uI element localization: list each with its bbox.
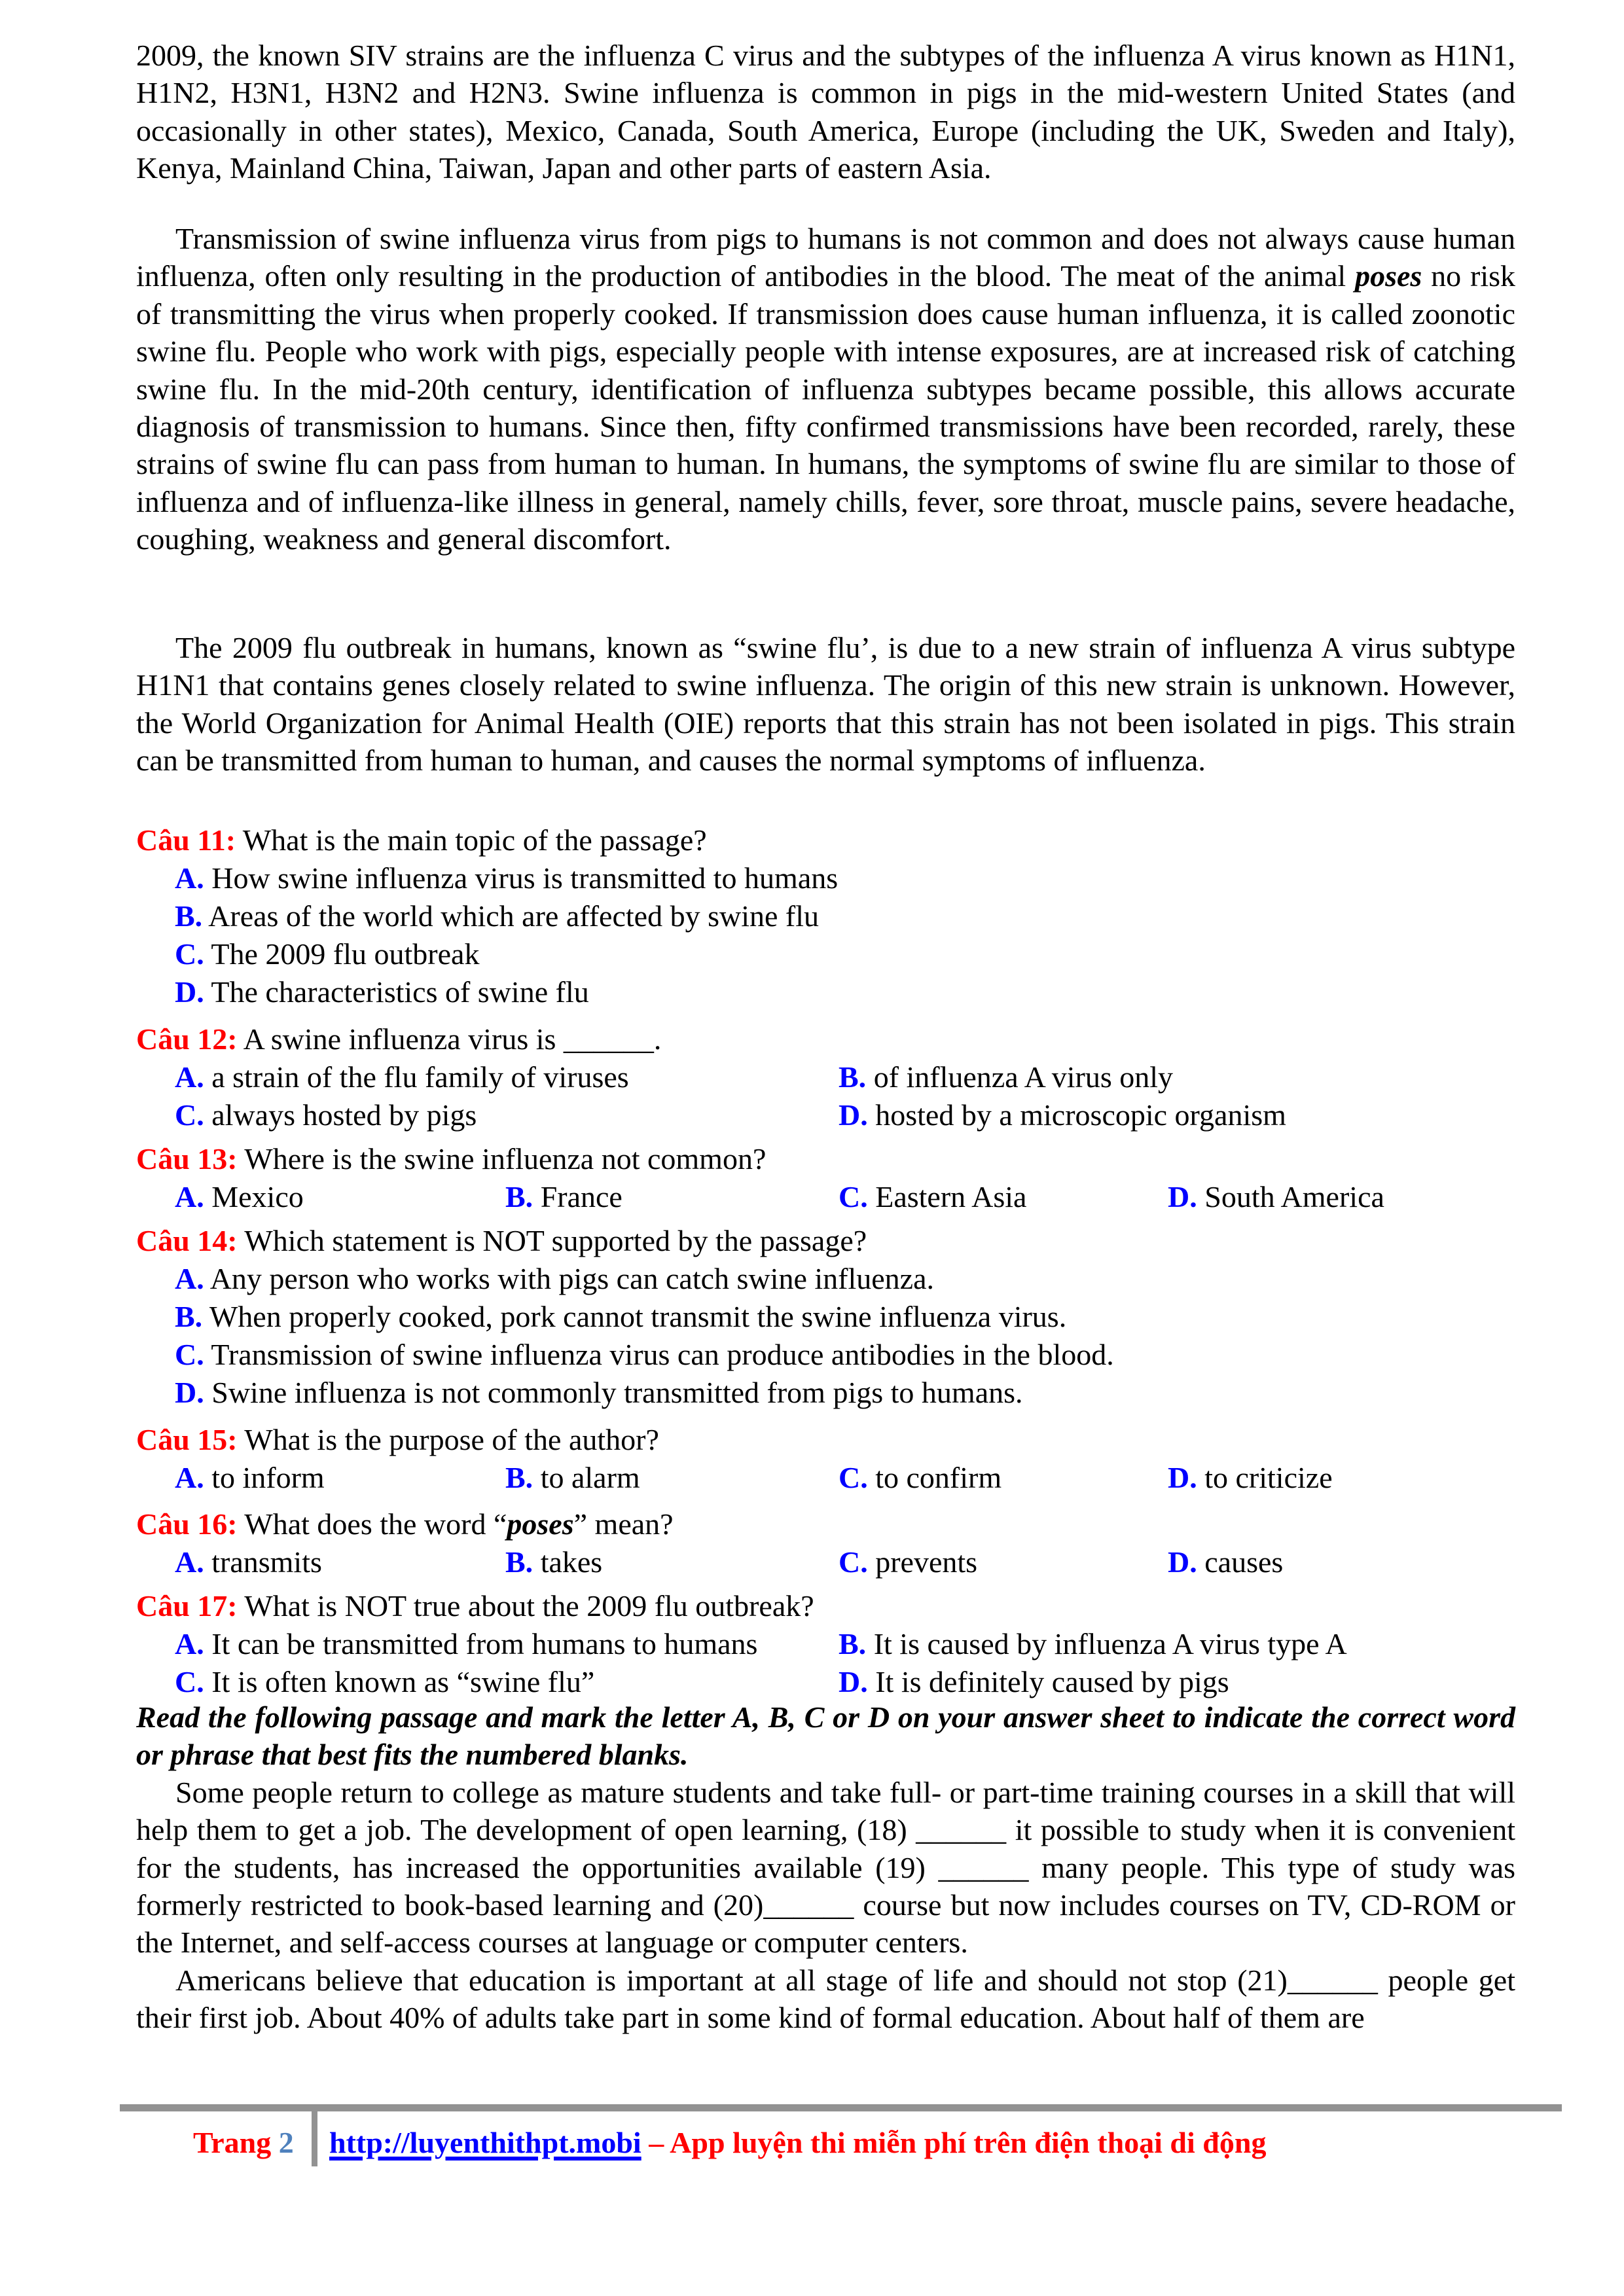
option-letter: C.	[175, 1098, 204, 1132]
website-link[interactable]: http://luyenthithpt.mobi	[329, 2126, 641, 2159]
option-letter: C.	[175, 1338, 204, 1371]
option-a[interactable]	[136, 1260, 1515, 1298]
option-c[interactable]	[175, 1663, 594, 1701]
question-label: Câu 13:	[136, 1142, 238, 1175]
page-number-value: 2	[278, 2126, 294, 2159]
option-b[interactable]	[136, 897, 1515, 935]
option-letter: B.	[175, 1300, 203, 1333]
question-text-after: ” mean?	[573, 1507, 674, 1541]
option-letter: B.	[839, 1627, 867, 1660]
page-label: Trang	[193, 2126, 272, 2159]
question-text: What is the main topic of the passage?	[242, 823, 707, 857]
option-letter: A.	[175, 1262, 204, 1295]
question-label: Câu 16:	[136, 1507, 238, 1541]
paragraph-text	[136, 220, 1515, 558]
option-d[interactable]	[136, 973, 1515, 1011]
question-13	[136, 1140, 1515, 1216]
question-11	[136, 821, 1515, 1011]
option-letter: A.	[175, 1461, 204, 1494]
option-c[interactable]	[175, 1096, 477, 1134]
option-letter: B.	[839, 1060, 867, 1094]
option-text: to alarm	[540, 1461, 640, 1494]
option-a[interactable]	[175, 1178, 304, 1216]
paragraph-text: 2009, the known SIV strains are the influenza C virus and the subtypes of the influenza A virus known as H1N1, H1N2, H3N1, H3N2 and H2N3. Swine influenza is common in pigs in the mid-western United States (and occasionally in other states), Mexico, Canada, South America, Europe (including the UK, Sweden and Italy), Kenya, Mainland China, Taiwan, Japan and other parts of eastern Asia.	[136, 39, 1515, 185]
option-letter: B.	[505, 1545, 533, 1579]
option-c[interactable]	[839, 1178, 1026, 1216]
option-letter: C.	[839, 1545, 868, 1579]
option-text: South America	[1204, 1180, 1384, 1213]
option-text: It is definitely caused by pigs	[875, 1665, 1229, 1698]
option-row	[136, 1096, 1515, 1134]
cloze-paragraph-2: Americans believe that education is important at all stage of life and should not stop (21)______ people get their first job. About 40% of adults take part in some kind of formal education. About half of them are	[136, 1963, 1515, 2035]
option-row	[136, 1058, 1515, 1096]
option-text: When properly cooked, pork cannot transmit the swine influenza virus.	[209, 1300, 1067, 1333]
option-row	[136, 1178, 1515, 1216]
cloze-paragraph-1: Some people return to college as mature students and take full- or part-time training courses in a skill that will help them to get a job. The development of open learning, (18) ______ it possible to study when it is convenient for the students, has increased the opportunities available (19) ______ many people. This type of study was formerly restricted to book-based learning and (20)______ course but now includes courses on TV, CD-ROM or the Internet, and self-access courses at language or computer centers.	[136, 1775, 1515, 1960]
option-b[interactable]	[136, 1298, 1515, 1336]
option-row	[136, 1543, 1515, 1581]
option-c[interactable]	[839, 1459, 1001, 1497]
question-label: Câu 14:	[136, 1224, 238, 1257]
option-d[interactable]	[839, 1663, 1229, 1701]
option-letter: D.	[175, 1376, 204, 1409]
passage-paragraph-3	[136, 629, 1515, 780]
question-15	[136, 1421, 1515, 1497]
option-letter: C.	[175, 1665, 204, 1698]
question-label: Câu 17:	[136, 1589, 238, 1623]
question-stem	[136, 1587, 1515, 1625]
option-letter: B.	[505, 1180, 533, 1213]
option-c[interactable]	[839, 1543, 977, 1581]
option-text: It is caused by influenza A virus type A	[873, 1627, 1347, 1660]
option-letter: B.	[175, 899, 203, 933]
option-letter: B.	[505, 1461, 533, 1494]
footer-separator	[312, 2111, 317, 2166]
option-text: Transmission of swine influenza virus can produce antibodies in the blood.	[211, 1338, 1114, 1371]
passage-paragraph-1	[136, 37, 1515, 187]
option-text: to criticize	[1204, 1461, 1333, 1494]
question-label: Câu 11:	[136, 823, 236, 857]
footer-divider	[120, 2104, 1562, 2111]
option-row	[136, 1459, 1515, 1497]
option-text: How swine influenza virus is transmitted to humans	[211, 861, 839, 895]
option-letter: A.	[175, 1545, 204, 1579]
section-instruction: Read the following passage and mark the letter A, B, C or D on your answer sheet to indicate the correct word or phrase that best fits the numbered blanks.	[136, 1700, 1515, 1772]
option-text: The characteristics of swine flu	[211, 975, 589, 1009]
option-text: Eastern Asia	[875, 1180, 1027, 1213]
passage-paragraph-2	[136, 220, 1515, 558]
option-letter: C.	[839, 1180, 868, 1213]
option-letter: C.	[175, 937, 204, 971]
option-text: hosted by a microscopic organism	[875, 1098, 1286, 1132]
option-text: France	[540, 1180, 623, 1213]
option-d[interactable]	[1168, 1459, 1333, 1497]
option-letter: A.	[175, 861, 204, 895]
question-text: What is the purpose of the author?	[244, 1423, 659, 1456]
question-stem	[136, 1140, 1515, 1178]
option-letter: A.	[175, 1060, 204, 1094]
option-d[interactable]	[1168, 1543, 1283, 1581]
option-letter: D.	[1168, 1461, 1197, 1494]
question-text-before: What does the word “	[244, 1507, 507, 1541]
option-b[interactable]	[839, 1058, 1173, 1096]
option-text: takes	[540, 1545, 603, 1579]
footer-tagline: – App luyện thi miễn phí trên điện thoại di động	[641, 2126, 1267, 2159]
footer-promo	[329, 2123, 1266, 2162]
option-text: Any person who works with pigs can catch swine influenza.	[209, 1262, 934, 1295]
option-text: of influenza A virus only	[873, 1060, 1174, 1094]
emphasized-word-poses: poses	[507, 1507, 574, 1541]
option-text: Swine influenza is not commonly transmitted from pigs to humans.	[211, 1376, 1023, 1409]
question-12	[136, 1020, 1515, 1134]
option-text: transmits	[211, 1545, 322, 1579]
option-a[interactable]	[175, 1459, 325, 1497]
option-letter: D.	[175, 975, 204, 1009]
question-stem	[136, 1222, 1515, 1260]
question-stem	[136, 1421, 1515, 1459]
paragraph-text-after: no risk of transmitting the virus when properly cooked. If transmission does cause human influenza, it is called zoonotic swine flu. People who work with pigs, especially people with intense exposures, are at increased risk of catching swine flu. In the mid-20th century, identification of influenza subtypes became possible, this allows accurate diagnosis of transmission to humans. Since then, fifty confirmed transmissions have been recorded, rarely, these strains of swine flu can pass from human to human. In humans, the symptoms of swine flu are similar to those of influenza and of influenza-like illness in general, namely chills, fever, sore throat, muscle pains, severe headache, coughing, weakness and general discomfort.	[136, 259, 1515, 556]
question-14	[136, 1222, 1515, 1412]
paragraph-text: The 2009 flu outbreak in humans, known as “swine flu’, is due to a new strain of influenza A virus subtype H1N1 that contains genes closely related to swine influenza. The origin of this new strain is unknown. However, the World Organization for Animal Health (OIE) reports that this strain has not been isolated in pigs. This strain can be transmitted from human to human, and causes the normal symptoms of influenza.	[136, 631, 1515, 778]
option-d[interactable]	[1168, 1178, 1384, 1216]
question-text: Which statement is NOT supported by the passage?	[244, 1224, 867, 1257]
option-text: Areas of the world which are affected by swine flu	[208, 899, 820, 933]
option-letter: D.	[839, 1098, 868, 1132]
option-letter: D.	[1168, 1545, 1197, 1579]
option-b[interactable]	[505, 1178, 623, 1216]
option-d[interactable]	[136, 1374, 1515, 1412]
question-stem	[136, 1505, 1515, 1543]
option-text: to confirm	[875, 1461, 1002, 1494]
option-text: The 2009 flu outbreak	[211, 937, 480, 971]
question-16	[136, 1505, 1515, 1581]
option-letter: D.	[1168, 1180, 1197, 1213]
option-letter: C.	[839, 1461, 868, 1494]
question-label: Câu 15:	[136, 1423, 238, 1456]
option-text: It is often known as “swine flu”	[211, 1665, 595, 1698]
option-text: prevents	[875, 1545, 978, 1579]
question-17	[136, 1587, 1515, 1701]
option-a[interactable]	[175, 1543, 322, 1581]
option-d[interactable]	[839, 1096, 1286, 1134]
question-text: What is NOT true about the 2009 flu outbreak?	[244, 1589, 814, 1623]
paragraph-text-before: Transmission of swine influenza virus from pigs to humans is not common and does not always cause human influenza, often only resulting in the production of antibodies in the blood. The meat of the animal	[136, 222, 1515, 293]
option-b[interactable]	[839, 1625, 1347, 1663]
option-b[interactable]	[505, 1543, 602, 1581]
option-letter: A.	[175, 1627, 204, 1660]
option-text: Mexico	[211, 1180, 304, 1213]
question-stem	[136, 1020, 1515, 1058]
option-a[interactable]	[175, 1625, 757, 1663]
option-c[interactable]	[136, 935, 1515, 973]
option-text: a strain of the flu family of viruses	[211, 1060, 629, 1094]
option-text: to inform	[211, 1461, 325, 1494]
emphasized-word-poses: poses	[1355, 259, 1422, 293]
question-label: Câu 12:	[136, 1022, 238, 1056]
question-text: A swine influenza virus is ______.	[243, 1022, 662, 1056]
option-b[interactable]	[505, 1459, 640, 1497]
option-text: causes	[1204, 1545, 1284, 1579]
option-a[interactable]	[175, 1058, 629, 1096]
page-number	[193, 2123, 294, 2162]
cloze-section	[136, 1698, 1515, 2037]
option-text: It can be transmitted from humans to humans	[211, 1627, 758, 1660]
option-c[interactable]	[136, 1336, 1515, 1374]
option-row	[136, 1663, 1515, 1701]
question-stem	[136, 821, 1515, 859]
question-text: Where is the swine influenza not common?	[244, 1142, 767, 1175]
option-letter: D.	[839, 1665, 868, 1698]
option-letter: A.	[175, 1180, 204, 1213]
option-text: always hosted by pigs	[211, 1098, 477, 1132]
option-row	[136, 1625, 1515, 1663]
option-a[interactable]	[136, 859, 1515, 897]
